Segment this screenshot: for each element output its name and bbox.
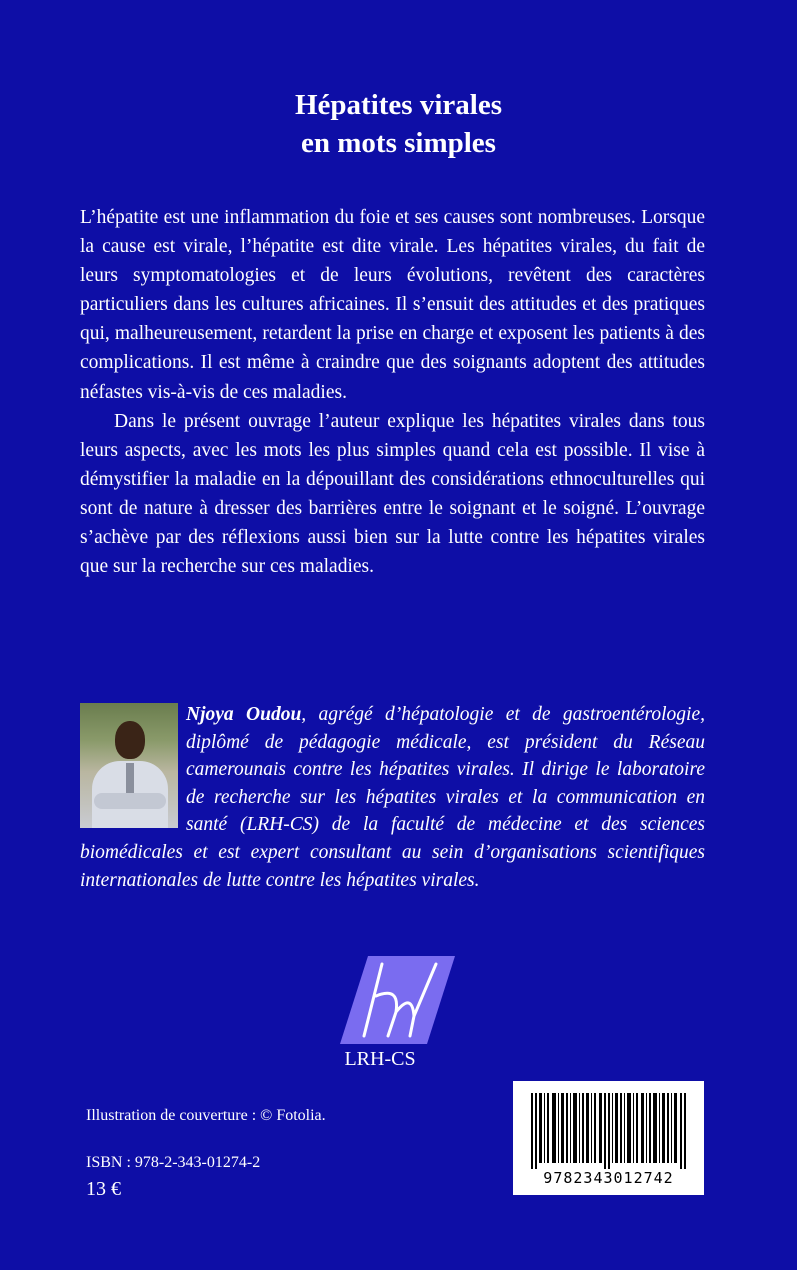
publisher-logo-icon	[340, 956, 455, 1044]
price: 13 €	[86, 1178, 121, 1200]
barcode-number: 9782343012742	[543, 1169, 674, 1187]
logo-label: LRH-CS	[344, 1048, 416, 1070]
author-name: Njoya Oudou	[186, 704, 302, 725]
title-line-2: en mots simples	[301, 127, 496, 159]
book-blurb	[80, 203, 705, 581]
title-line-1: Hépatites virales	[295, 89, 502, 121]
author-description: , agrégé d’hépatologie et de gastroentérologie, diplômé de pédagogie médicale, est président du Réseau camerounais contre les hépatites virales. Il dirige le laboratoire de recherche sur les hépatites virales et la communication en santé (LRH-CS) de la faculté de médecine et des sciences biomédicales et est expert consultant au sein d’organisations scientifiques internationales de lutte contre les hépatites virales.	[80, 704, 705, 891]
author-photo	[80, 703, 178, 828]
book-title	[0, 86, 797, 162]
barcode	[513, 1081, 704, 1195]
barcode-bars-icon	[523, 1093, 694, 1169]
blurb-paragraph-2: Dans le présent ouvrage l’auteur explique les hépatites virales dans tous leurs aspects, avec les mots les plus simples quand cela est possible. Il vise à démystifier la maladie en la dépouillant des considérations ethnoculturelles qui sont de nature à dresser des barrières entre le soignant et le soigné. L’ouvrage s’achève par des réflexions aussi bien sur la lutte contre les hépatites virales que sur la recherche sur ces maladies.	[80, 410, 705, 578]
author-bio	[80, 701, 705, 894]
blurb-paragraph-1: L’hépatite est une inflammation du foie et ses causes sont nombreuses. Lorsque la cause est virale, l’hépatite est dite virale. Les hépatites virales, du fait de leurs symptomatologies et de leurs évolutions, revêtent des caractères particuliers dans les cultures africaines. Il s’ensuit des attitudes et des pratiques qui, malheureusement, retardent la prise en charge et exposent les patients à des complications. Il est même à craindre que des soignants adoptent des attitudes néfastes vis-à-vis de ces maladies.	[80, 207, 705, 403]
isbn: ISBN : 978-2-343-01274-2	[86, 1154, 261, 1171]
cover-credit: Illustration de couverture : © Fotolia.	[86, 1107, 326, 1124]
